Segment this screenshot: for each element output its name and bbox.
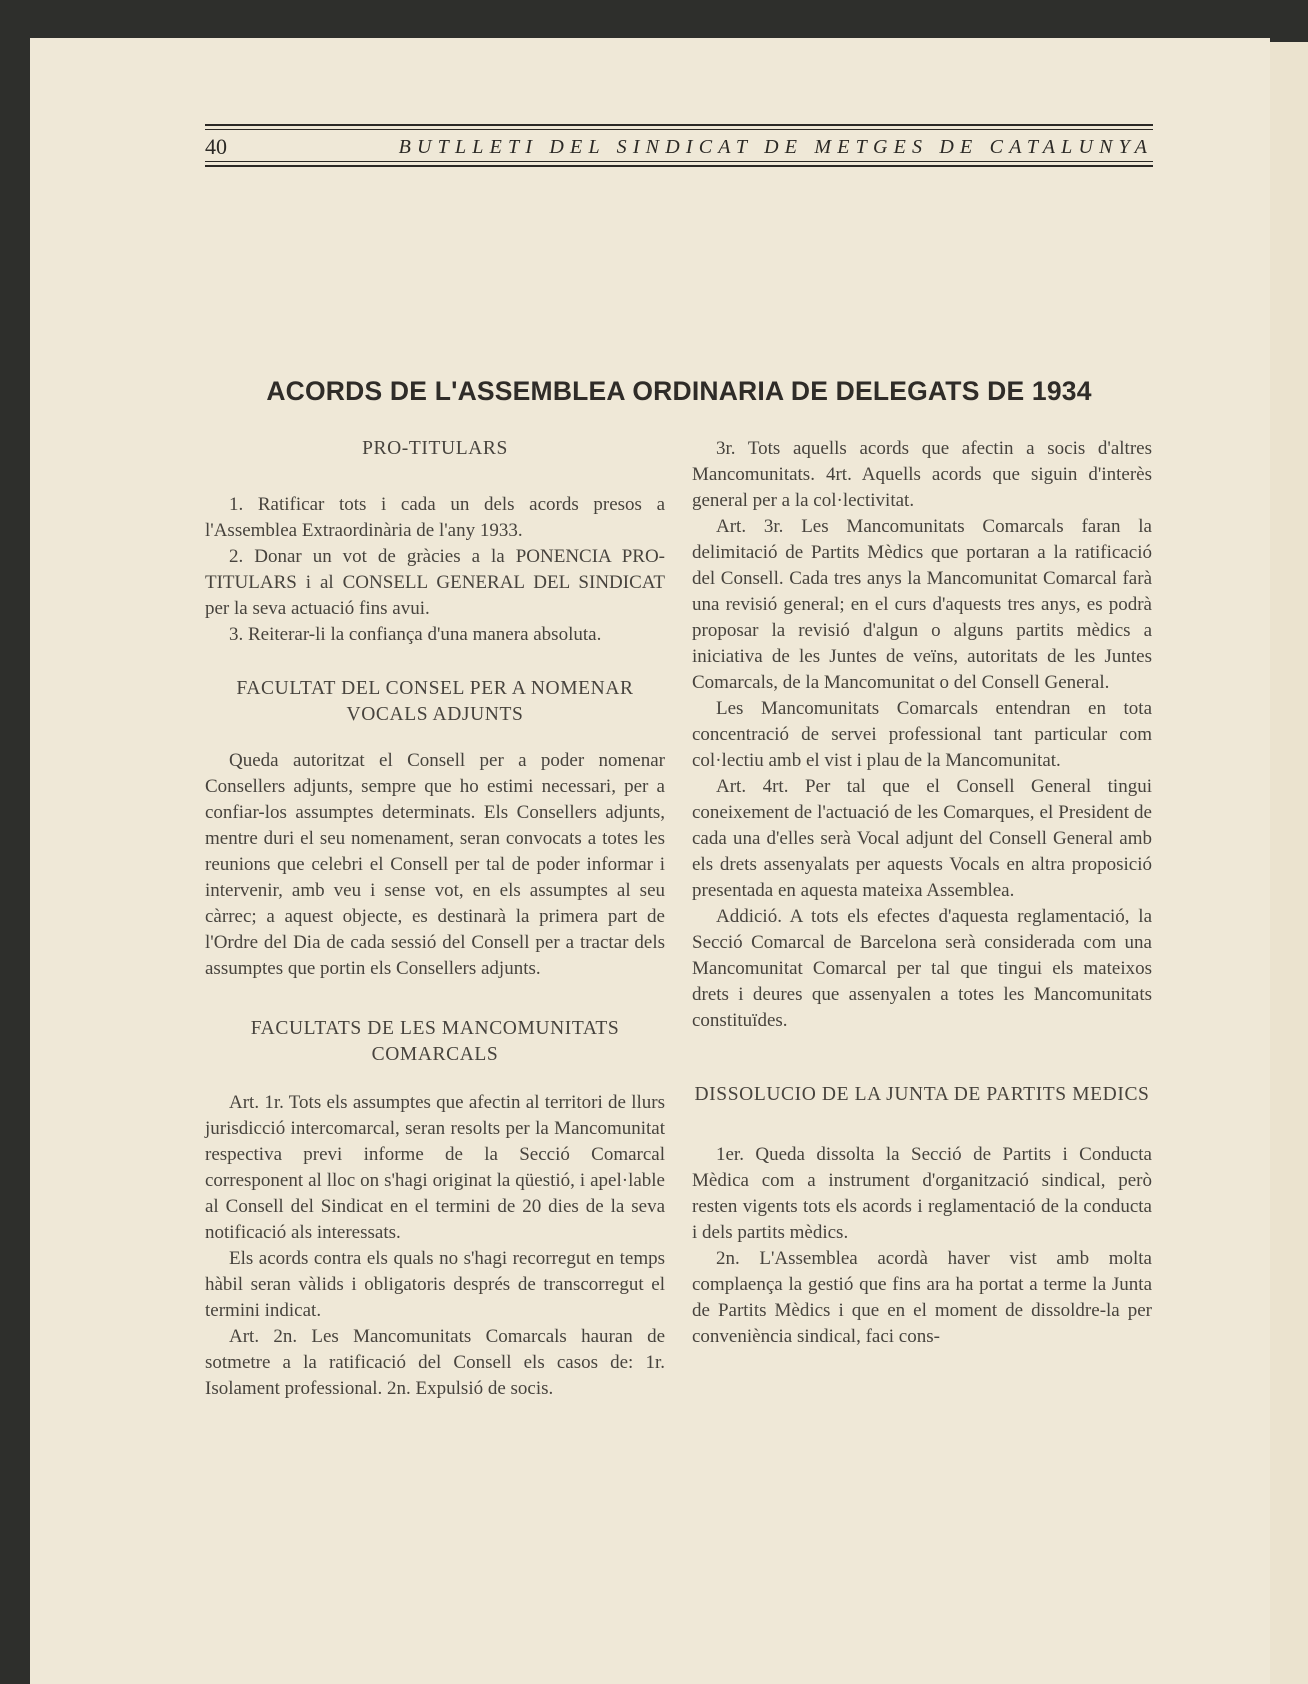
section-heading-facultats-mancomunitats: FACULTATS DE LES MANCOMUNITATS COMARCALS bbox=[250, 1018, 620, 1065]
paragraph: Queda autoritzat el Consell per a poder nomenar Consellers adjunts, sempre que ho estimi necessari, per a confiar-los assumptes determinats. Els Consellers adjunts, mentre duri el seu nomenament, seran convocats a totes les reunions que celebri el Consell per tal de poder informar i intervenir, amb veu i sense vot, en els assumptes al seu càrrec; a aquest objecte, es destinarà la primera part de l'Ordre del Dia de cada sessió del Consell per a tractar dels assumptes que portin els Consellers adjunts. bbox=[205, 750, 665, 979]
header-rule-bottom-thin bbox=[205, 161, 1153, 162]
paragraph: 3r. Tots aquells acords que afectin a socis d'altres Mancomunitats. 4rt. Aquells acords que siguin d'interès general per a la col·lectivitat. bbox=[692, 438, 1152, 511]
paragraph: 2n. L'Assemblea acordà haver vist amb molta complaença la gestió que fins ara ha portat a terme la Junta de Partits Mèdics i que en el moment de dissoldre-la per conveniència sindical, faci cons- bbox=[692, 1248, 1152, 1347]
paragraph: Art. 1r. Tots els assumptes que afectin al territori de llurs jurisdicció intercomarcal, seran resolts per la Mancomunitat respectiva previ informe de la Secció Comarcal corresponent al lloc on s'hagi originat la qüestió, i apel·lable al Consell del Sindicat en el termini de 20 dies de la seva notificació als interessats. bbox=[205, 1092, 665, 1243]
article-title: ACORDS DE L'ASSEMBLEA ORDINARIA DE DELEGATS DE 1934 bbox=[266, 375, 1092, 406]
section-heading-facultat-consell: FACULTAT DEL CONSEL PER A NOMENAR VOCALS ADJUNTS bbox=[236, 678, 634, 725]
paragraph: Les Mancomunitats Comarcals entendran en tota concentració de servei professional tant particular com col·lectiu amb el vist i plau de la Mancomunitat. bbox=[692, 698, 1152, 771]
paragraph: 2. Donar un vot de gràcies a la PONENCIA PRO-TITULARS i al CONSELL GENERAL DEL SINDICAT per la seva actuació fins avui. bbox=[205, 546, 665, 619]
paragraph: 1er. Queda dissolta la Secció de Partits i Conducta Mèdica com a instrument d'organització sindical, però resten vigents tots els acords i reglamentació de la conducta i dels partits mèdics. bbox=[692, 1144, 1152, 1243]
page-number: 40 bbox=[205, 134, 227, 159]
section-heading-pro-titulars: PRO-TITULARS bbox=[362, 438, 508, 459]
paragraph: 1. Ratificar tots i cada un dels acords presos a l'Assemblea Extraordinària de l'any 1933. bbox=[205, 494, 665, 541]
paragraph: Art. 2n. Les Mancomunitats Comarcals hauran de sotmetre a la ratificació del Consell els casos de: 1r. Isolament professional. 2n. Expulsió de socis. bbox=[205, 1326, 665, 1399]
paragraph: Els acords contra els quals no s'hagi recorregut en temps hàbil seran vàlids i obligatoris després de transcorregut el termini indicat. bbox=[205, 1248, 665, 1321]
header-rule-top bbox=[205, 124, 1153, 126]
paragraph: Art. 3r. Les Mancomunitats Comarcals faran la delimitació de Partits Mèdics que portaran a la ratificació del Consell. Cada tres anys la Mancomunitat Comarcal farà una revisió general; en el curs d'aquests tres anys, es podrà proposar la revisió d'algun o alguns partits mèdics a iniciativa de les Juntes de veïns, autoritats de les Juntes Comarcals, de la Mancomunitat o del Consell General. bbox=[692, 516, 1152, 693]
header-rule-top-thin bbox=[205, 129, 1153, 130]
paragraph: Addició. A tots els efectes d'aquesta reglamentació, la Secció Comarcal de Barcelona serà considerada com una Mancomunitat Comarcal per tal que tingui els mateixos drets i deures que assenyalen a totes les Mancomunitats constituïdes. bbox=[692, 906, 1152, 1031]
next-page-edge bbox=[1270, 42, 1308, 1684]
paragraph: Art. 4rt. Per tal que el Consell General tingui coneixement de l'actuació de les Comarques, el President de cada una d'elles serà Vocal adjunt del Consell General amb els drets assenyalats per aquests Vocals en altra proposició presentada en aquesta mateixa Assemblea. bbox=[692, 776, 1152, 901]
right-column bbox=[692, 436, 1152, 1350]
paragraph: 3. Reiterar-li la confiança d'una manera absoluta. bbox=[229, 624, 602, 645]
section-heading-dissolucio-junta: DISSOLUCIO DE LA JUNTA DE PARTITS MEDICS bbox=[694, 1084, 1150, 1105]
header-rule-bottom bbox=[205, 165, 1153, 167]
running-header bbox=[205, 118, 1153, 170]
left-column bbox=[205, 436, 665, 1402]
running-title: BUTLLETI DEL SINDICAT DE METGES DE CATALUNYA bbox=[398, 136, 1153, 158]
